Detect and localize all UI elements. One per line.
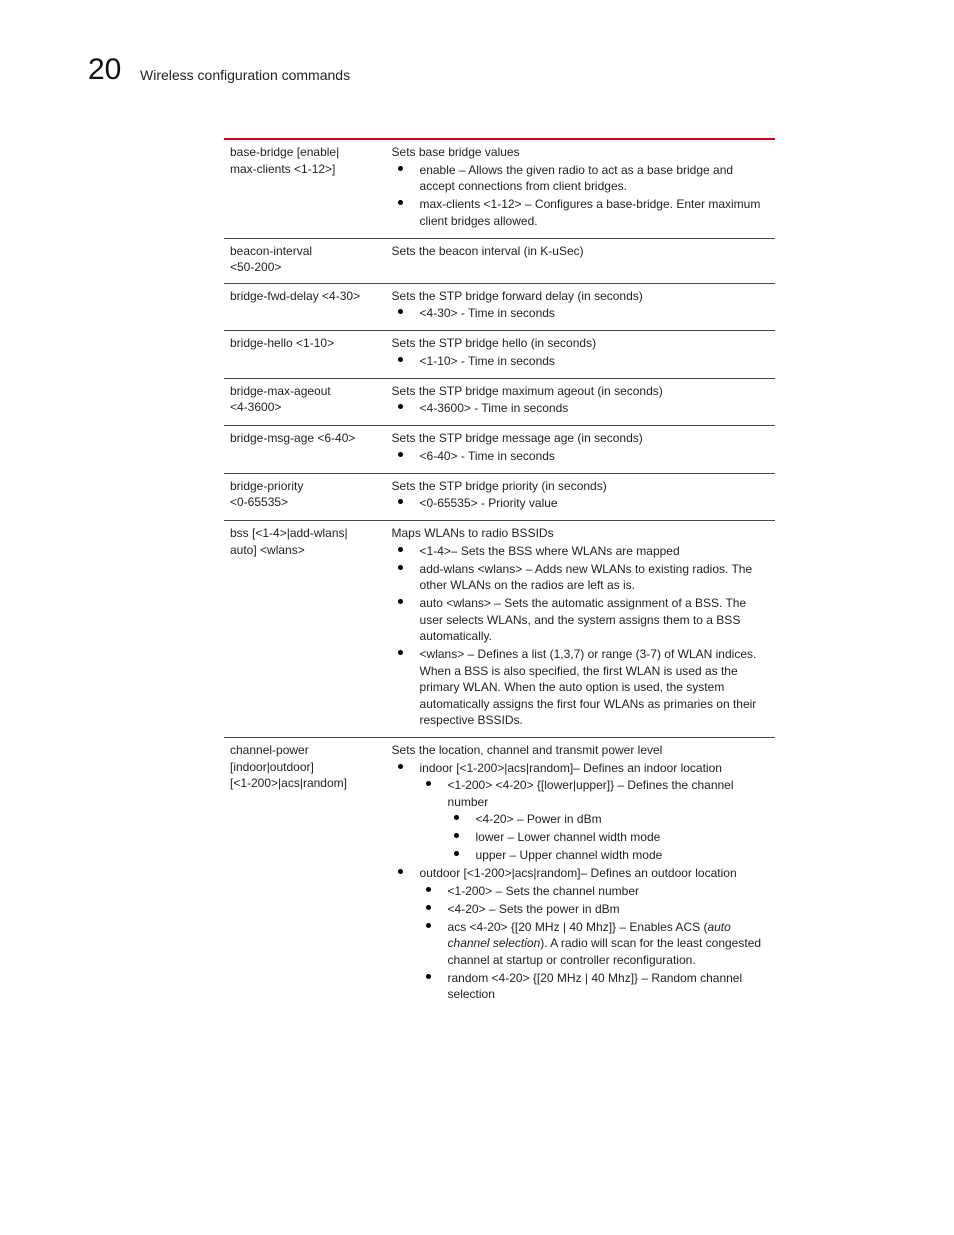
bullet-item: <1-10> - Time in seconds bbox=[392, 353, 769, 370]
description-cell bbox=[386, 738, 775, 1012]
description-text: Sets the beacon interval (in K-uSec) bbox=[391, 243, 584, 258]
bullet-item bbox=[420, 919, 769, 969]
description-cell bbox=[386, 238, 775, 283]
command-cell: bridge-max-ageout <4-3600> bbox=[230, 383, 331, 414]
table-row bbox=[224, 331, 775, 379]
description-text: Sets the STP bridge maximum ageout (in seconds) bbox=[391, 383, 663, 398]
description-cell bbox=[386, 139, 775, 238]
bullet-item: <1-200> – Sets the channel number bbox=[420, 883, 769, 900]
command-cell: bss [<1-4>|add-wlans| auto] <wlans> bbox=[230, 526, 348, 557]
bullet-list bbox=[392, 760, 769, 1003]
description-text: Sets base bridge values bbox=[391, 145, 520, 159]
bullet-item: <4-30> - Time in seconds bbox=[392, 305, 769, 322]
table-row bbox=[224, 738, 775, 1012]
indoor-option-text: indoor [<1-200>|acs|random]– Defines an indoor location bbox=[419, 760, 722, 775]
bullet-item: <4-20> – Power in dBm bbox=[448, 811, 769, 828]
bullet-item: lower – Lower channel width mode bbox=[448, 829, 769, 846]
description-text: Sets the STP bridge message age (in seconds) bbox=[391, 431, 643, 445]
table-row bbox=[224, 426, 775, 474]
bullet-item: random <4-20> {[20 MHz | 40 Mhz]} – Random channel selection bbox=[420, 970, 769, 1003]
bullet-item: upper – Upper channel width mode bbox=[448, 847, 769, 864]
bullet-item: <wlans> – Defines a list (1,3,7) or range (3-7) of WLAN indices. When a BSS is also specified, the first WLAN is used as the primary WLAN. When the auto option is used, the system automatically assigns the first four WLANs as primaries on their respective BSSIDs. bbox=[392, 646, 769, 729]
bullet-item bbox=[392, 760, 769, 864]
command-cell: channel-power [indoor|outdoor] [<1-200>|acs|random] bbox=[230, 743, 347, 790]
table-row bbox=[224, 378, 775, 426]
bullet-list bbox=[392, 543, 769, 729]
nested-bullet-list bbox=[420, 883, 769, 1003]
description-cell bbox=[386, 331, 775, 379]
bullet-item bbox=[420, 777, 769, 864]
command-cell: bridge-priority <0-65535> bbox=[230, 478, 304, 509]
bullet-item: <0-65535> - Priority value bbox=[392, 495, 769, 512]
description-text: Sets the STP bridge hello (in seconds) bbox=[391, 336, 597, 350]
description-cell bbox=[386, 426, 775, 474]
command-table bbox=[224, 138, 775, 1011]
bullet-item: <6-40> - Time in seconds bbox=[392, 448, 769, 465]
acs-text-pre: acs <4-20> {[20 MHz | 40 Mhz]} – Enables ACS ( bbox=[447, 919, 708, 934]
chapter-number: 20 bbox=[88, 53, 122, 86]
acs-text-post: ). A radio will scan for the least congested channel at startup or controller reconfiguration. bbox=[447, 936, 762, 967]
command-cell: bridge-hello <1-10> bbox=[230, 336, 335, 350]
bullet-list bbox=[392, 305, 769, 322]
description-cell bbox=[386, 378, 775, 426]
description-text: Sets the location, channel and transmit power level bbox=[391, 743, 663, 757]
table-row bbox=[224, 521, 775, 738]
bullet-list bbox=[392, 353, 769, 370]
command-cell: bridge-msg-age <6-40> bbox=[230, 431, 356, 445]
outdoor-option-text: outdoor [<1-200>|acs|random]– Defines an outdoor location bbox=[419, 866, 737, 880]
nested-bullet-list bbox=[448, 811, 769, 864]
channel-option-text: <1-200> <4-20> {[lower|upper]} – Defines the channel number bbox=[447, 778, 734, 809]
bullet-list bbox=[392, 400, 769, 417]
bullet-list bbox=[392, 495, 769, 512]
command-cell: base-bridge [enable| max-clients <1-12>] bbox=[230, 145, 340, 176]
table-row bbox=[224, 139, 775, 238]
chapter-title: Wireless configuration commands bbox=[140, 67, 351, 83]
bullet-item: add-wlans <wlans> – Adds new WLANs to existing radios. The other WLANs on the radios are left as is. bbox=[392, 561, 769, 594]
bullet-item bbox=[392, 865, 769, 1003]
description-text: Sets the STP bridge forward delay (in seconds) bbox=[391, 288, 643, 303]
bullet-item: max-clients <1-12> – Configures a base-bridge. Enter maximum client bridges allowed. bbox=[392, 196, 769, 229]
description-text: Sets the STP bridge priority (in seconds) bbox=[391, 478, 607, 493]
bullet-item: enable – Allows the given radio to act as a base bridge and accept connections from client bridges. bbox=[392, 162, 769, 195]
nested-bullet-list bbox=[420, 777, 769, 864]
acs-text-emphasis: auto channel selection bbox=[447, 919, 731, 950]
bullet-item: <4-3600> - Time in seconds bbox=[392, 400, 769, 417]
table-row bbox=[224, 283, 775, 331]
bullet-list bbox=[392, 448, 769, 465]
command-cell: beacon-interval <50-200> bbox=[230, 243, 313, 274]
bullet-item: auto <wlans> – Sets the automatic assignment of a BSS. The user selects WLANs, and the system assigns them to a BSS automatically. bbox=[392, 595, 769, 645]
description-cell bbox=[386, 473, 775, 521]
bullet-item: <1-4>– Sets the BSS where WLANs are mapped bbox=[392, 543, 769, 560]
command-cell: bridge-fwd-delay <4-30> bbox=[230, 288, 361, 303]
description-cell bbox=[386, 521, 775, 738]
description-text: Maps WLANs to radio BSSIDs bbox=[391, 526, 554, 540]
description-cell bbox=[386, 283, 775, 331]
bullet-item: <4-20> – Sets the power in dBm bbox=[420, 901, 769, 918]
table-row bbox=[224, 473, 775, 521]
table-row bbox=[224, 238, 775, 283]
bullet-list bbox=[392, 162, 769, 230]
